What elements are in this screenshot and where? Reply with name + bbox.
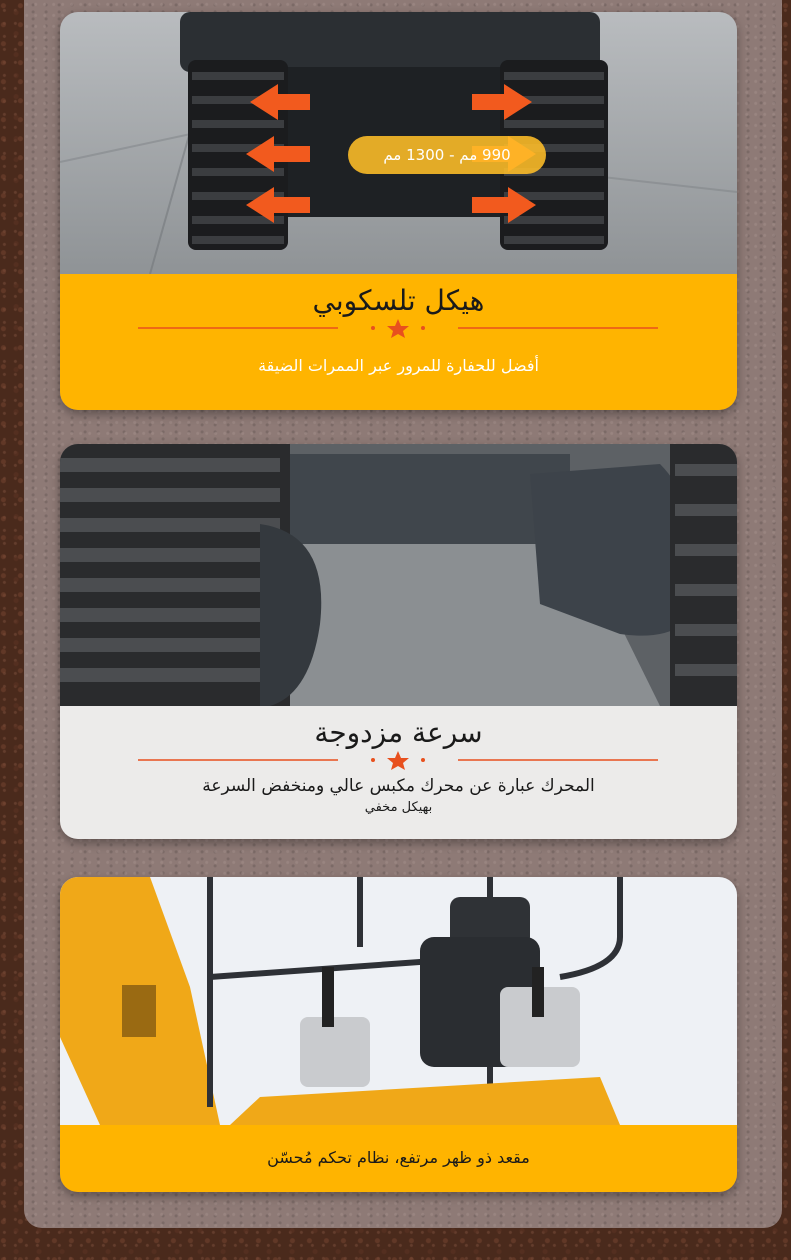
feature-card-telescopic-chassis: [60, 12, 737, 410]
feature-subtitle-line2: بهيكل مخفي: [364, 800, 433, 815]
feature-card-cab-seat: [60, 877, 737, 1192]
crawler-tracks-photo: [60, 12, 737, 274]
track-width-label: 990 مم - 1300 مم: [348, 136, 546, 174]
star-divider: [138, 750, 658, 770]
feature-subtitle: أفضل للحفارة للمرور عبر الممرات الضيقة: [258, 356, 539, 375]
motor-undercarriage-photo: [60, 444, 737, 706]
feature-caption-band: [60, 706, 737, 839]
feature-subtitle: المحرك عبارة عن محرك مكبس عالي ومنخفض السرعة: [202, 776, 595, 796]
feature-caption-band: [60, 274, 737, 410]
star-divider: [138, 318, 658, 338]
operator-cab-photo: [60, 877, 737, 1125]
feature-title: هيكل تلسكوبي: [312, 284, 485, 317]
feature-card-dual-speed: [60, 444, 737, 839]
feature-subtitle: مقعد ذو ظهر مرتفع، نظام تحكم مُحسّن: [267, 1148, 530, 1167]
feature-title: سرعة مزدوجة: [314, 716, 483, 749]
feature-caption-band: [60, 1125, 737, 1192]
